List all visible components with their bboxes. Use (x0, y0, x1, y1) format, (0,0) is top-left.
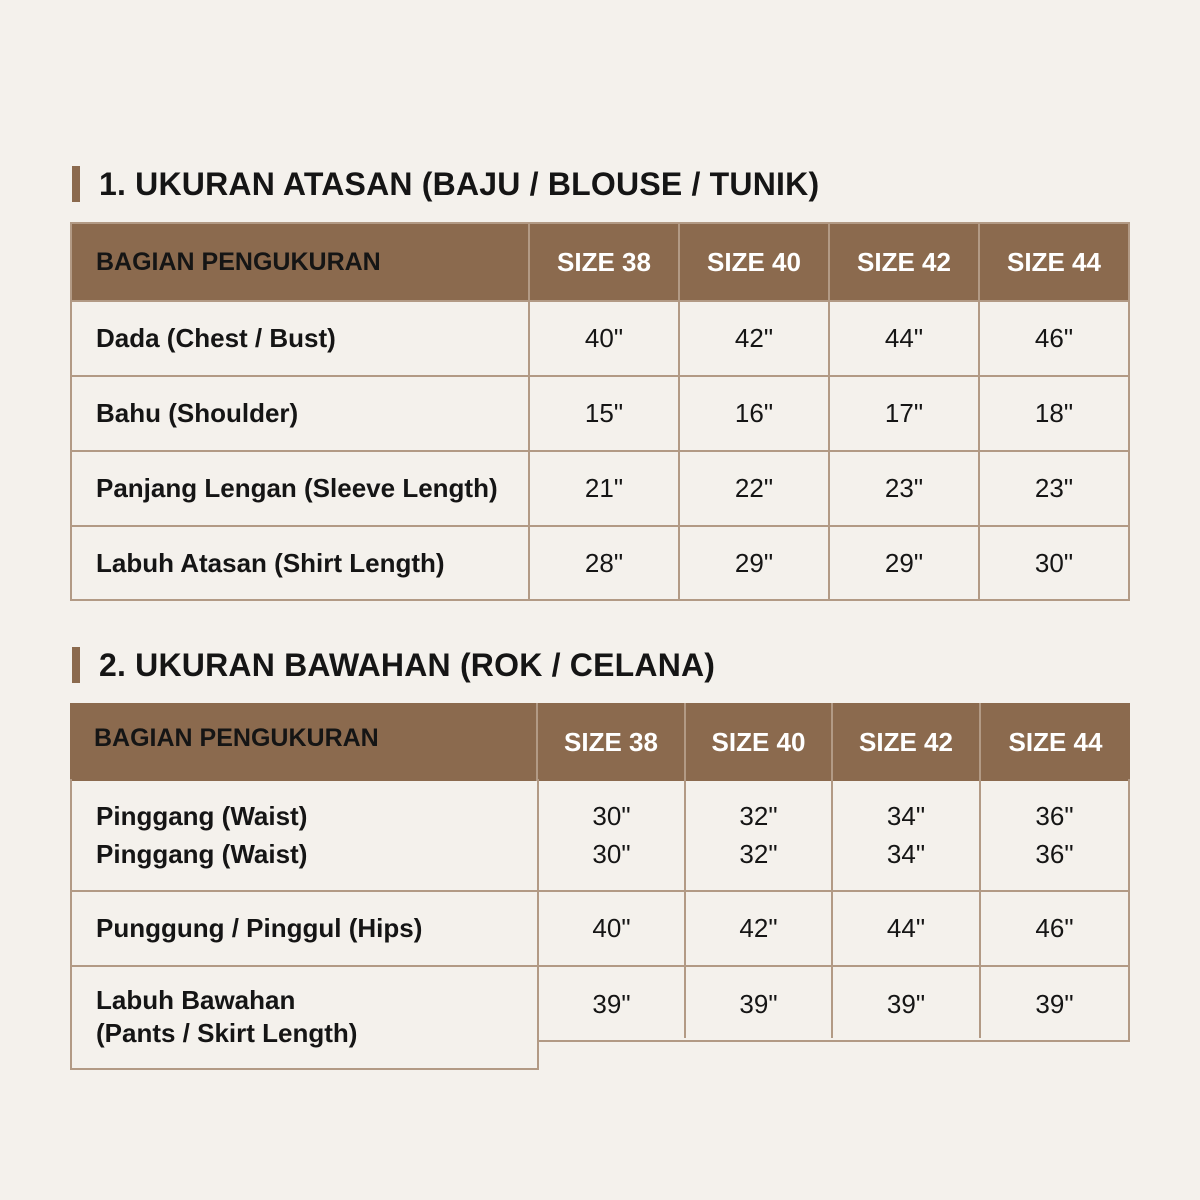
header-measurement-part: BAGIAN PENGUKURAN (70, 703, 538, 781)
title-accent-bar (72, 647, 80, 683)
value-size-42: 29" (828, 527, 978, 599)
value-line-1: 34" (886, 800, 926, 831)
bottom-table-label-column (70, 779, 539, 1070)
table-header-row (72, 224, 1128, 300)
value-size-38: 40" (537, 892, 684, 965)
value-size-40: 39" (684, 967, 831, 1038)
value-line-2: 32" (739, 838, 778, 869)
row-label-chest: Dada (Chest / Bust) (96, 323, 336, 353)
value-size-44: 30" (978, 527, 1128, 599)
value-size-42: 23" (828, 452, 978, 525)
value-size-40: 22" (678, 452, 828, 525)
value-size-44 (979, 779, 1128, 890)
value-size-42: 44" (831, 892, 979, 965)
table-row (72, 375, 1128, 450)
section-2-title (72, 647, 715, 683)
table-row (72, 525, 1128, 599)
header-size-42: SIZE 42 (831, 703, 979, 781)
value-line-1: 30" (592, 800, 631, 831)
table-header-row (70, 703, 1130, 781)
row-label-sleeve-length: Panjang Lengan (Sleeve Length) (96, 473, 498, 503)
top-size-table (70, 222, 1130, 601)
header-size-44: SIZE 44 (978, 224, 1128, 300)
header-size-40: SIZE 40 (678, 224, 828, 300)
title-accent-bar (72, 166, 80, 202)
value-size-38: 40" (528, 302, 678, 375)
value-size-42: 17" (828, 377, 978, 450)
bottom-table-values (537, 779, 1130, 1042)
section-1-title-text: 1. UKURAN ATASAN (BAJU / BLOUSE / TUNIK) (99, 165, 820, 202)
table-row (72, 965, 537, 1066)
value-size-40: 29" (678, 527, 828, 599)
table-row (72, 890, 537, 965)
value-size-42: 44" (828, 302, 978, 375)
value-size-42 (831, 779, 979, 890)
table-row (72, 779, 537, 890)
value-size-38: 28" (528, 527, 678, 599)
value-size-44: 46" (979, 892, 1128, 965)
header-size-40: SIZE 40 (684, 703, 831, 781)
header-measurement-part: BAGIAN PENGUKURAN (72, 224, 530, 300)
header-size-44: SIZE 44 (979, 703, 1130, 781)
row-label-waist-line-1: Pinggang (Waist) (96, 800, 308, 831)
value-line-2: 30" (592, 838, 631, 869)
value-size-44: 46" (978, 302, 1128, 375)
value-size-38: 39" (537, 967, 684, 1038)
value-size-38 (537, 779, 684, 890)
value-size-44: 23" (978, 452, 1128, 525)
row-label-shoulder: Bahu (Shoulder) (96, 398, 299, 428)
value-size-40: 42" (678, 302, 828, 375)
row-label-shirt-length: Labuh Atasan (Shirt Length) (96, 547, 445, 578)
value-size-38: 21" (528, 452, 678, 525)
table-row (537, 779, 1128, 890)
row-label-hips: Punggung / Pinggul (Hips) (96, 913, 423, 943)
header-size-42: SIZE 42 (828, 224, 978, 300)
row-label-waist (72, 779, 537, 890)
section-2-title-text: 2. UKURAN BAWAHAN (ROK / CELANA) (99, 646, 716, 683)
row-label-bottom-length-line-2: (Pants / Skirt Length) (96, 1017, 358, 1048)
value-size-40: 42" (684, 892, 831, 965)
header-size-38: SIZE 38 (528, 224, 678, 300)
value-size-38: 15" (528, 377, 678, 450)
row-label-bottom-length-line-1: Labuh Bawahan (96, 984, 296, 1015)
value-line-1: 36" (1035, 800, 1074, 831)
value-size-42: 39" (831, 967, 979, 1038)
value-size-40: 16" (678, 377, 828, 450)
bottom-size-table-header (70, 703, 1130, 781)
value-size-44: 39" (979, 967, 1128, 1038)
table-row (72, 300, 1128, 375)
table-row (72, 450, 1128, 525)
value-line-1: 32" (739, 800, 778, 831)
value-size-40 (684, 779, 831, 890)
value-line-2: 36" (1035, 838, 1074, 869)
row-label-bottom-length (72, 967, 537, 1066)
section-1-title (72, 166, 819, 202)
table-row (537, 965, 1128, 1038)
header-size-38: SIZE 38 (536, 703, 684, 781)
row-label-waist-line-2: Pinggang (Waist) (96, 838, 308, 869)
value-line-2: 34" (886, 838, 926, 869)
value-size-44: 18" (978, 377, 1128, 450)
table-row (537, 890, 1128, 965)
